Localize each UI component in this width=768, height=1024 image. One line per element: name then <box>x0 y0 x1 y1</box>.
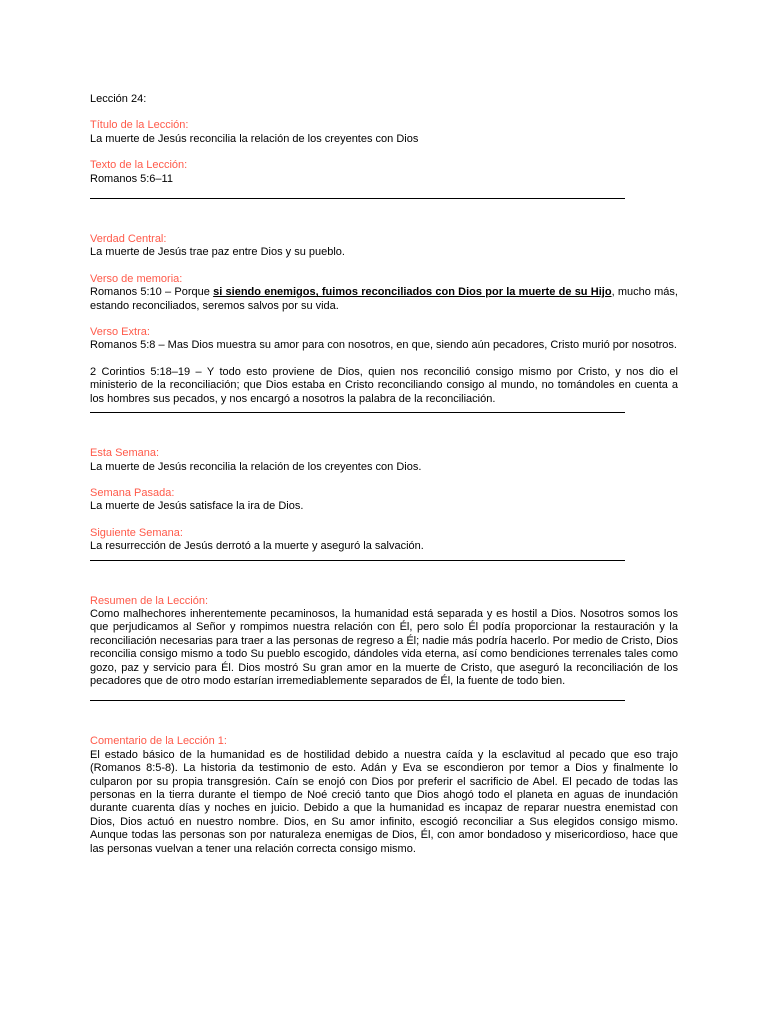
next-week-heading: Siguiente Semana: <box>90 526 183 539</box>
divider-2 <box>90 412 625 413</box>
extra-verse-heading: Verso Extra: <box>90 326 150 339</box>
this-week-text: La muerte de Jesús reconcilia la relación de los creyentes con Dios. <box>90 460 422 473</box>
last-week-text: La muerte de Jesús satisface la ira de Dios. <box>90 500 304 513</box>
next-week-text: La resurrección de Jesús derrotó a la muerte y aseguró la salvación. <box>90 540 424 553</box>
lesson-number: Lección 24: <box>90 93 147 105</box>
last-week-heading: Semana Pasada: <box>90 486 175 499</box>
divider-3 <box>90 560 625 561</box>
commentary-section <box>90 735 678 856</box>
memory-verse-suffix: , mucho más, estando reconciliados, seremos salvos por su vida. <box>90 286 678 312</box>
text-heading: Texto de la Lección: <box>90 159 188 172</box>
summary-text: Como malhechores inherentemente pecaminosos, la humanidad está separada y es hostil a Dios. Nosotros somos los que perjudicamos al Señor y rompimos nuestra relación con Él, pero solo Él podía proporcionar la restauración y la reconciliación necesarias para traer a las personas de regreso a Él; nadie más podría hacerlo. Por medio de Cristo, Dios reconcilia consigo mismo a todo Su pueblo escogido, dándoles vida eterna, así como bendiciones terrenales tales como gozo, paz y servicio para Él. Dios mostró Su gran amor en la muerte de Cristo, que aseguró la reconciliación de los pecadores que de otro modo estarían irremediablemente separados de Él, la fuente de todo bien. <box>90 607 678 687</box>
memory-verse-text <box>90 286 678 313</box>
last-week-section <box>90 487 678 514</box>
extra-verse-text-1: Romanos 5:8 – Mas Dios muestra su amor para con nosotros, en que, siendo aún pecadores, Cristo murió por nosotros. <box>90 339 677 352</box>
title-section <box>90 119 678 146</box>
commentary-text: El estado básico de la humanidad es de hostilidad debido a nuestra caída y la esclavitud al pecado que eso trajo (Romanos 8:5-8). La historia da testimonio de esto. Adán y Eva se escondieron por temor a Dios y finalmente lo culparon por su propia transgresión. Caín se enojó con Dios por preferir el sacrificio de Abel. El pecado de todas las personas en la tierra durante el tiempo de Noé creció tanto que Dios ahogó todo el planeta en aguas de inundación durante cuarenta días y noches en juicio. Debido a que la humanidad es incapaz de reparar nuestra enemistad con Dios, Dios actuó en nuestro nombre. Dios, en Su amor infinito, escogió reconciliar a Sus elegidos consigo mismo. Aunque todas las personas son por naturaleza enemigas de Dios, Él, con amor bondadoso y misericordioso, hace que las personas vuelvan a tener una relación correcta consigo mismo. <box>90 748 678 855</box>
divider-4 <box>90 700 625 701</box>
title-heading: Título de la Lección: <box>90 119 189 132</box>
next-week-section <box>90 527 678 554</box>
central-truth-text: La muerte de Jesús trae paz entre Dios y su pueblo. <box>90 246 345 259</box>
central-truth-heading: Verdad Central: <box>90 233 167 246</box>
commentary-heading: Comentario de la Lección 1: <box>90 735 227 748</box>
this-week-section <box>90 447 678 474</box>
central-truth-section <box>90 233 678 260</box>
extra-verse-section <box>90 326 678 353</box>
divider-1 <box>90 198 625 199</box>
text-reference: Romanos 5:6–11 <box>90 172 173 185</box>
memory-verse-heading: Verso de memoria: <box>90 272 183 285</box>
title-text: La muerte de Jesús reconcilia la relación de los creyentes con Dios <box>90 132 419 145</box>
text-section <box>90 159 678 186</box>
summary-section <box>90 595 678 689</box>
this-week-heading: Esta Semana: <box>90 447 160 460</box>
summary-heading: Resumen de la Lección: <box>90 594 209 607</box>
memory-verse-emphasis: si siendo enemigos, fuimos reconciliados con Dios por la muerte de su Hijo <box>213 286 612 299</box>
memory-verse-section <box>90 273 678 313</box>
memory-verse-prefix: Romanos 5:10 – Porque <box>90 286 214 299</box>
document-page <box>90 93 678 856</box>
extra-verse-text-2: 2 Corintios 5:18–19 – Y todo esto proviene de Dios, quien nos reconcilió consigo mismo por Cristo, y nos dio el ministerio de la reconciliación; que Dios estaba en Cristo reconciliando consigo al mundo, no tomándoles en cuenta a los hombres sus pecados, y nos encargó a nosotros la palabra de la reconciliación. <box>90 365 678 405</box>
